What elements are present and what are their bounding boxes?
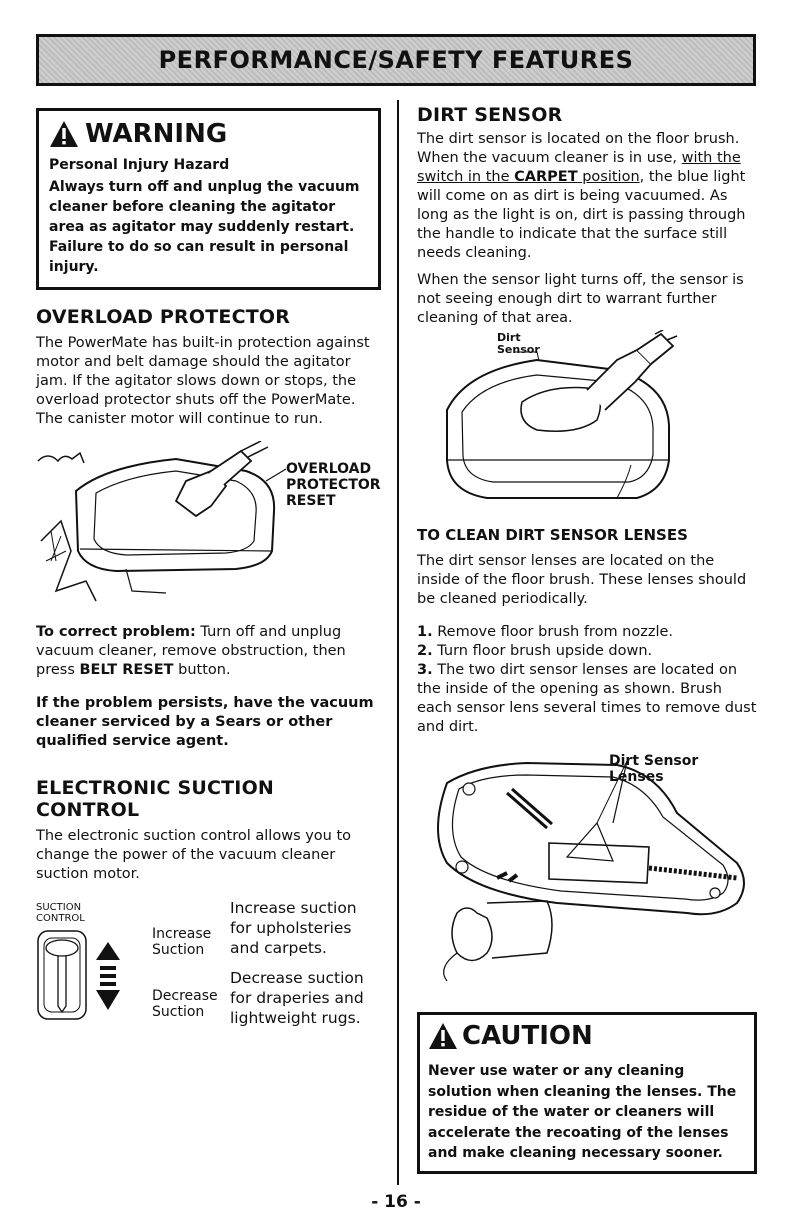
warning-box xyxy=(36,108,381,290)
persist-text: If the problem persists, have the vacuum cleaner serviced by a Sears or other qualified service agent. xyxy=(36,695,374,749)
warning-subtitle: Personal Injury Hazard xyxy=(49,157,230,173)
caution-title: CAUTION xyxy=(462,1021,593,1051)
step-3: 3. The two dirt sensor lenses are located on the inside of the opening as shown. Brush each sensor lens several times to remove dust and dirt. xyxy=(417,662,757,735)
caution-body: Never use water or any cleaning solution when cleaning the lenses. The residue of the water or cleaners will accelerate the recoating of the lenses and make cleaning necessary sooner. xyxy=(428,1063,737,1161)
floor-brush-illustration xyxy=(36,441,296,611)
correct-problem-text: To correct problem: Turn off and unplug vacuum cleaner, remove obstruction, then press BELT RESET button. xyxy=(36,624,346,678)
suction-control-icon xyxy=(36,926,146,1026)
clean-lenses-steps xyxy=(417,623,757,737)
dirt-sensor-body: The dirt sensor is located on the floor brush. When the vacuum cleaner is in use, with the switch in the CARPET position, the blue light will come on as dirt is being vacuumed. As long as the light is on, dirt is passing through the handle to indicate that the surface still needs cleaning. xyxy=(417,131,746,261)
overload-label: OVERLOAD PROTECTOR RESET xyxy=(286,461,381,509)
lenses-figure xyxy=(417,753,757,983)
warning-triangle-icon xyxy=(49,120,79,148)
floor-brush-underside-illustration xyxy=(417,753,757,983)
step-1: 1. Remove floor brush from nozzle. xyxy=(417,624,674,640)
dirt-sensor-heading: DIRT SENSOR xyxy=(417,104,563,126)
page-number: - 16 - xyxy=(371,1192,421,1212)
clean-lenses-heading: TO CLEAN DIRT SENSOR LENSES xyxy=(417,526,688,544)
dirt-sensor-label: Dirt Sensor xyxy=(497,331,540,356)
clean-lenses-intro: The dirt sensor lenses are located on the inside of the floor brush. These lenses should be cleaned periodically. xyxy=(417,553,747,607)
step-2: 2. Turn floor brush upside down. xyxy=(417,643,653,659)
overload-figure xyxy=(36,441,381,611)
dirt-sensor-figure xyxy=(417,330,757,510)
overload-heading: OVERLOAD PROTECTOR xyxy=(36,306,291,328)
caution-triangle-icon xyxy=(428,1022,458,1050)
floor-brush-top-illustration xyxy=(437,330,737,510)
suction-control-figure xyxy=(36,898,381,1028)
warning-title: WARNING xyxy=(85,119,228,149)
warning-body: Always turn off and unplug the vacuum cleaner before cleaning the agitator area as agitator may suddenly restart. Failure to do so can result in personal injury. xyxy=(49,179,360,275)
suction-control-label: SUCTION CONTROL xyxy=(36,902,85,924)
decrease-suction-desc: Decrease suction for draperies and lightweight rugs. xyxy=(230,969,364,1027)
right-column xyxy=(417,104,757,983)
left-column xyxy=(36,108,381,1028)
increase-suction-label: Increase Suction xyxy=(152,926,212,958)
section-banner xyxy=(36,34,756,86)
lenses-label: Dirt Sensor Lenses xyxy=(609,753,699,785)
overload-body: The PowerMate has built-in protection against motor and belt damage should the agitator jam. If the agitator slows down or stops, the overload protector shuts off the PowerMate. The canister motor will continue to run. xyxy=(36,335,370,427)
dirt-sensor-body-2: When the sensor light turns off, the sensor is not seeing enough dirt to warrant further cleaning of that area. xyxy=(417,272,744,326)
suction-body: The electronic suction control allows you to change the power of the vacuum cleaner suction motor. xyxy=(36,828,352,882)
page-title: PERFORMANCE/SAFETY FEATURES xyxy=(158,46,634,74)
column-divider xyxy=(397,100,399,1185)
decrease-suction-label: Decrease Suction xyxy=(152,988,218,1020)
increase-suction-desc: Increase suction for upholsteries and carpets. xyxy=(230,899,357,957)
suction-heading: ELECTRONIC SUCTION CONTROL xyxy=(36,777,275,821)
caution-box xyxy=(417,1012,757,1174)
